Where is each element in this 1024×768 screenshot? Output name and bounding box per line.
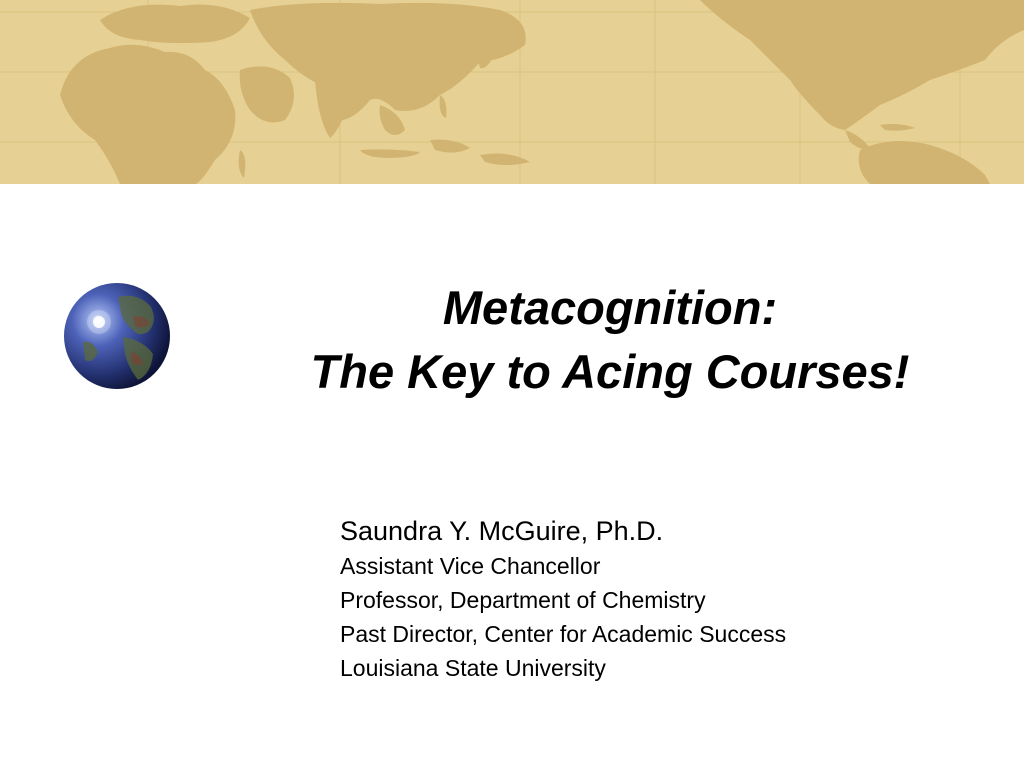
author-role: Professor, Department of Chemistry [340,587,706,613]
title-line-2: The Key to Acing Courses! [310,345,910,398]
author-institution: Louisiana State University [340,655,606,681]
author-block [340,513,786,685]
slide-title [200,276,1020,404]
world-map-graphic [0,0,1024,184]
world-map-banner [0,0,1024,184]
author-name: Saundra Y. McGuire, Ph.D. [340,516,664,546]
globe-icon [63,282,171,390]
title-line-1: Metacognition: [442,281,778,334]
author-role: Assistant Vice Chancellor [340,553,601,579]
author-role: Past Director, Center for Academic Success [340,621,787,647]
